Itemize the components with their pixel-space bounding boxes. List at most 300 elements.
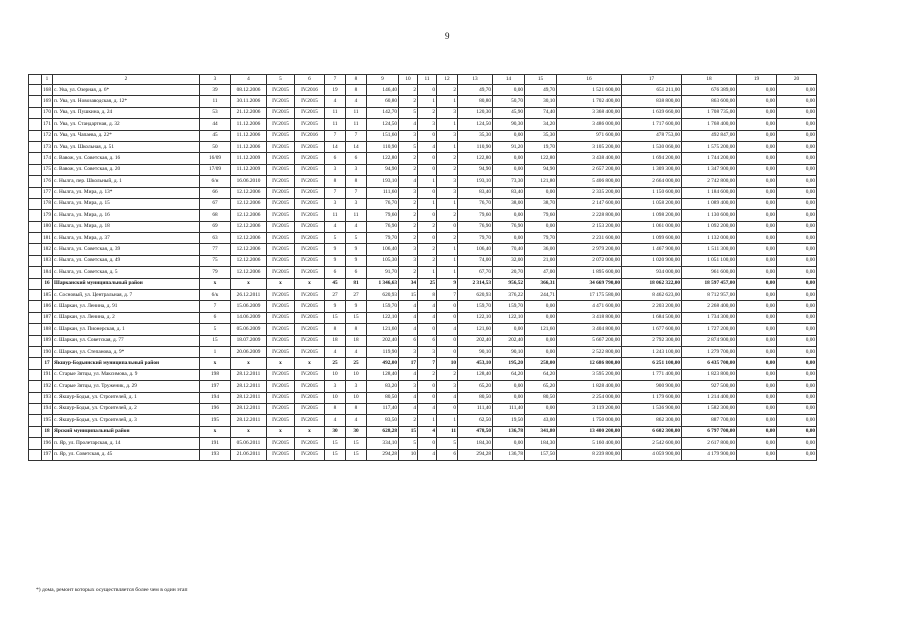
value-cell: IV.2015 — [295, 141, 325, 152]
value-cell: 10 — [325, 369, 346, 380]
value-cell: 0,00 — [525, 335, 557, 346]
value-cell: 10 — [325, 392, 346, 403]
value-cell: 2 — [437, 369, 458, 380]
value-cell: 0,00 — [737, 119, 777, 130]
value-cell: 0,00 — [777, 221, 817, 232]
value-cell: 122,80 — [458, 153, 493, 164]
value-cell: 4 059 900,00 — [622, 449, 682, 460]
value-cell: 1 — [437, 244, 458, 255]
value-cell: 0,00 — [737, 176, 777, 187]
value-cell: 67 — [200, 198, 231, 209]
value-cell: 0,00 — [737, 381, 777, 392]
value-cell: 184 — [42, 267, 53, 278]
value-cell: 77 — [200, 244, 231, 255]
value-cell: 90,10 — [493, 346, 525, 357]
value-cell: 1 058 200,00 — [622, 198, 682, 209]
value-cell: 3 368 400,00 — [557, 107, 622, 118]
value-cell: 202,40 — [493, 335, 525, 346]
value-cell: 9 — [437, 278, 458, 289]
value-cell: IV.2015 — [267, 119, 295, 130]
value-cell: 7 — [437, 290, 458, 301]
value-cell: 2 231 600,00 — [557, 233, 622, 244]
value-cell: 181 — [42, 233, 53, 244]
value-cell: 0,00 — [493, 164, 525, 175]
value-cell: IV.2015 — [295, 96, 325, 107]
value-cell: 2 657 200,00 — [557, 164, 622, 175]
value-cell: 0,00 — [777, 164, 817, 175]
value-cell: 76,90 — [493, 221, 525, 232]
value-cell: 3 404 800,00 — [557, 324, 622, 335]
value-cell: 10 — [399, 449, 418, 460]
value-cell: 16 — [42, 278, 53, 289]
value-cell: 168 — [42, 85, 53, 96]
value-cell: 0 — [437, 346, 458, 357]
footnote: *) дома, ремонт которых осуществляется более чем в один этап — [36, 587, 188, 593]
value-cell: 5 160 400,00 — [557, 438, 622, 449]
value-cell: х — [267, 278, 295, 289]
value-cell: 0,00 — [777, 107, 817, 118]
value-cell: 8 — [346, 176, 367, 187]
value-cell: IV.2015 — [295, 369, 325, 380]
value-cell: 25 — [325, 358, 346, 369]
district-row — [29, 358, 817, 369]
value-cell: IV.2015 — [295, 187, 325, 198]
value-cell: 1 020 900,00 — [622, 255, 682, 266]
value-cell: 0 — [418, 210, 437, 221]
value-cell: IV.2015 — [267, 381, 295, 392]
value-cell: 5 667 200,00 — [557, 335, 622, 346]
value-cell: 0,00 — [777, 290, 817, 301]
value-cell: 1 — [437, 96, 458, 107]
value-cell: 189 — [42, 335, 53, 346]
value-cell: 106,40 — [367, 244, 399, 255]
row-spacer — [29, 312, 42, 323]
value-cell: 1 346,63 — [367, 278, 399, 289]
value-cell: 900 900,00 — [622, 381, 682, 392]
value-cell: 79,70 — [367, 233, 399, 244]
address-cell: Якшур-Бодьинский муниципальный район — [53, 358, 200, 369]
value-cell: 1 092 200,00 — [682, 221, 737, 232]
value-cell: 15 — [346, 438, 367, 449]
value-cell: 9 — [346, 244, 367, 255]
value-cell: 1 530 060,00 — [622, 141, 682, 152]
value-cell: 184,30 — [525, 438, 557, 449]
value-cell: 80,50 — [367, 392, 399, 403]
value-cell: 195 — [42, 415, 53, 426]
value-cell: 15 — [200, 335, 231, 346]
row-spacer — [29, 130, 42, 141]
value-cell: 14 — [325, 141, 346, 152]
value-cell: 80,50 — [525, 392, 557, 403]
value-cell: 76,90 — [367, 221, 399, 232]
value-cell: 19,50 — [493, 415, 525, 426]
value-cell: 1 639 660,00 — [622, 107, 682, 118]
value-cell: IV.2015 — [295, 267, 325, 278]
value-cell: 8 462 623,00 — [622, 290, 682, 301]
value-cell: 0 — [418, 233, 437, 244]
value-cell: 2 617 800,00 — [682, 438, 737, 449]
address-cell: п. Ува, ул. Стандартная, д. 32 — [53, 119, 200, 130]
value-cell: 75 — [200, 255, 231, 266]
value-cell: 76,90 — [458, 221, 493, 232]
row-spacer — [29, 107, 42, 118]
value-cell: 6 — [325, 153, 346, 164]
value-cell: 6/н — [200, 176, 231, 187]
value-cell: IV.2015 — [267, 335, 295, 346]
value-cell: 6 — [437, 449, 458, 460]
value-cell: 1 828 400,00 — [557, 381, 622, 392]
header-cell: 7 — [325, 75, 346, 85]
address-cell: с. Нылга, ул. Мира, д. 15 — [53, 198, 200, 209]
value-cell: IV.2015 — [267, 301, 295, 312]
value-cell: 11.12.2009 — [231, 153, 267, 164]
value-cell: 0,00 — [737, 96, 777, 107]
table-body — [29, 75, 817, 461]
value-cell: 4 — [325, 221, 346, 232]
value-cell: 4 — [325, 415, 346, 426]
value-cell: 0,00 — [737, 107, 777, 118]
value-cell: 45,90 — [493, 107, 525, 118]
value-cell: 187 — [42, 312, 53, 323]
value-cell: 12.12.2006 — [231, 267, 267, 278]
value-cell: 1 750 000,00 — [557, 415, 622, 426]
table-row — [29, 438, 817, 449]
value-cell: 2 664 000,00 — [622, 176, 682, 187]
value-cell: 838 800,00 — [622, 96, 682, 107]
value-cell: 2 147 600,00 — [557, 198, 622, 209]
value-cell: 2 — [399, 221, 418, 232]
value-cell: 3 — [346, 381, 367, 392]
value-cell: 6 251 100,00 — [622, 358, 682, 369]
value-cell: 1 — [437, 198, 458, 209]
header-cell: 14 — [493, 75, 525, 85]
value-cell: 1 — [437, 255, 458, 266]
value-cell: 17 — [399, 358, 418, 369]
value-cell: 0,00 — [777, 403, 817, 414]
value-cell: 62,50 — [458, 415, 493, 426]
address-cell: с. Вавож, ул. Советская, д. 16 — [53, 153, 200, 164]
value-cell: 6 797 700,00 — [682, 426, 737, 437]
value-cell: 18.07.2009 — [231, 335, 267, 346]
value-cell: 65,20 — [458, 381, 493, 392]
value-cell: 0,00 — [737, 358, 777, 369]
value-cell: 179 — [42, 210, 53, 221]
value-cell: 05.06.2009 — [231, 324, 267, 335]
value-cell: 0,00 — [525, 187, 557, 198]
district-row — [29, 278, 817, 289]
value-cell: 927 500,00 — [682, 381, 737, 392]
value-cell: 2 — [437, 85, 458, 96]
value-cell: 0,00 — [777, 369, 817, 380]
header-cell: 5 — [267, 75, 295, 85]
value-cell: 0,00 — [737, 312, 777, 323]
value-cell: 1 243 100,00 — [622, 346, 682, 357]
value-cell: 1 184 600,00 — [682, 187, 737, 198]
value-cell: 2 335 200,00 — [557, 187, 622, 198]
value-cell: 11.12.2006 — [231, 119, 267, 130]
value-cell: 28.12.2011 — [231, 415, 267, 426]
value-cell: 193,10 — [458, 176, 493, 187]
address-cell: с. Шаркан, ул. Степанова, д. 9* — [53, 346, 200, 357]
value-cell: 0,00 — [525, 403, 557, 414]
address-cell: с. Якшур-Бодья, ул. Строителей, д. 1 — [53, 392, 200, 403]
value-cell: 0,00 — [737, 346, 777, 357]
value-cell: IV.2015 — [295, 198, 325, 209]
value-cell: 136,78 — [493, 426, 525, 437]
address-cell: с. Нылга, пер. Школьный, д. 1 — [53, 176, 200, 187]
value-cell: 0,00 — [777, 301, 817, 312]
value-cell: 2 — [399, 198, 418, 209]
value-cell: 91,70 — [367, 267, 399, 278]
table-header-row — [29, 75, 817, 85]
value-cell: 121,60 — [458, 324, 493, 335]
value-cell: 1 — [418, 96, 437, 107]
value-cell: 620,93 — [458, 290, 493, 301]
value-cell: 11 — [325, 119, 346, 130]
value-cell: 0,00 — [777, 381, 817, 392]
value-cell: 7 — [346, 187, 367, 198]
value-cell: 83,40 — [458, 187, 493, 198]
address-cell: с. Шаркан, ул. Пионерская, д. 1 — [53, 324, 200, 335]
value-cell: 0,00 — [737, 210, 777, 221]
value-cell: 14.06.2009 — [231, 312, 267, 323]
value-cell: 4 — [437, 392, 458, 403]
value-cell: 1 768 400,00 — [682, 119, 737, 130]
value-cell: IV.2015 — [267, 346, 295, 357]
value-cell: х — [200, 426, 231, 437]
value-cell: 2 — [418, 369, 437, 380]
value-cell: 17/09 — [200, 164, 231, 175]
value-cell: 49,70 — [525, 85, 557, 96]
value-cell: 294,28 — [458, 449, 493, 460]
value-cell: 91,20 — [493, 141, 525, 152]
row-spacer — [29, 233, 42, 244]
value-cell: 2 — [418, 255, 437, 266]
value-cell: 18 — [42, 426, 53, 437]
value-cell: 4 — [346, 221, 367, 232]
row-spacer — [29, 210, 42, 221]
value-cell: 0,00 — [777, 244, 817, 255]
address-cell: с. Якшур-Бодья, ул. Строителей, д. 3 — [53, 415, 200, 426]
value-cell: 3 — [437, 187, 458, 198]
value-cell: 191 — [200, 438, 231, 449]
value-cell: 0,00 — [777, 438, 817, 449]
value-cell: 83,20 — [367, 381, 399, 392]
value-cell: 20.06.2009 — [231, 346, 267, 357]
value-cell: IV.2015 — [267, 153, 295, 164]
value-cell: 12.12.2006 — [231, 210, 267, 221]
value-cell: 191 — [42, 369, 53, 380]
value-cell: 2 792 300,00 — [622, 335, 682, 346]
value-cell: 5 — [437, 438, 458, 449]
value-cell: 4 — [346, 415, 367, 426]
value-cell: 12.12.2006 — [231, 244, 267, 255]
value-cell: IV.2015 — [267, 255, 295, 266]
value-cell: 30.11.2006 — [231, 96, 267, 107]
value-cell: 2 — [399, 415, 418, 426]
value-cell: 30 — [346, 426, 367, 437]
row-spacer — [29, 153, 42, 164]
table-row — [29, 415, 817, 426]
value-cell: 12.12.2006 — [231, 198, 267, 209]
value-cell: х — [200, 278, 231, 289]
table-row — [29, 141, 817, 152]
value-cell: 3 — [437, 107, 458, 118]
value-cell: 2 — [399, 153, 418, 164]
value-cell: 0,00 — [737, 255, 777, 266]
value-cell: 172 — [42, 130, 53, 141]
value-cell: 49,70 — [458, 85, 493, 96]
value-cell: 110,90 — [458, 141, 493, 152]
value-cell: 4 — [399, 403, 418, 414]
value-cell: 0,00 — [777, 130, 817, 141]
value-cell: IV.2015 — [295, 312, 325, 323]
address-cell: п. Ува, ул. Чапаева, д. 22* — [53, 130, 200, 141]
value-cell: 0,00 — [737, 290, 777, 301]
value-cell: 0,00 — [777, 278, 817, 289]
value-cell: 157,50 — [525, 449, 557, 460]
value-cell: 0,00 — [777, 324, 817, 335]
value-cell: 0,00 — [737, 449, 777, 460]
table-row — [29, 210, 817, 221]
value-cell: 1 098 200,00 — [622, 210, 682, 221]
value-cell: х — [231, 358, 267, 369]
table-row — [29, 164, 817, 175]
value-cell: 0,00 — [737, 369, 777, 380]
address-cell: с. Шаркан, ул. Советская, д. 77 — [53, 335, 200, 346]
address-cell: с. Якшур-Бодья, ул. Строителей, д. 2 — [53, 403, 200, 414]
value-cell: 334,10 — [367, 438, 399, 449]
value-cell: 11 — [346, 210, 367, 221]
value-cell: 176 — [42, 176, 53, 187]
value-cell: 1 511 300,00 — [682, 244, 737, 255]
address-cell: с. Старые Зятцы, ул. Максимова, д. 9 — [53, 369, 200, 380]
value-cell: 620,93 — [367, 290, 399, 301]
value-cell: IV.2015 — [295, 107, 325, 118]
address-cell: Шарканский муниципальный район — [53, 278, 200, 289]
value-cell: 0 — [437, 312, 458, 323]
value-cell: 9 — [346, 255, 367, 266]
value-cell: 2 — [399, 267, 418, 278]
value-cell: 7 — [200, 301, 231, 312]
value-cell: 21,00 — [525, 255, 557, 266]
value-cell: 90,10 — [458, 346, 493, 357]
value-cell: 2 203 200,00 — [622, 301, 682, 312]
value-cell: 1 684 500,00 — [622, 312, 682, 323]
value-cell: 122,10 — [458, 312, 493, 323]
value-cell: 80,50 — [458, 392, 493, 403]
value-cell: IV.2015 — [267, 290, 295, 301]
address-cell: с. Нылга, ул. Мира, д. 37 — [53, 233, 200, 244]
value-cell: 193 — [200, 449, 231, 460]
row-spacer — [29, 358, 42, 369]
value-cell: 196 — [42, 438, 53, 449]
value-cell: 2 268 400,00 — [682, 301, 737, 312]
value-cell: 67,70 — [458, 267, 493, 278]
value-cell: 4 — [325, 346, 346, 357]
value-cell: IV.2015 — [267, 221, 295, 232]
value-cell: 1 717 600,00 — [622, 119, 682, 130]
value-cell: 193,10 — [367, 176, 399, 187]
value-cell: 8 712 957,00 — [682, 290, 737, 301]
value-cell: 175 — [42, 164, 53, 175]
header-cell: 3 — [200, 75, 231, 85]
value-cell: 50 — [200, 141, 231, 152]
value-cell: 0,00 — [493, 153, 525, 164]
value-cell: 11.12.2006 — [231, 130, 267, 141]
value-cell: IV.2015 — [295, 119, 325, 130]
value-cell: 0,00 — [777, 392, 817, 403]
value-cell: х — [231, 426, 267, 437]
value-cell: х — [200, 358, 231, 369]
value-cell: 69 — [200, 221, 231, 232]
value-cell: IV.2015 — [295, 438, 325, 449]
value-cell: IV.2015 — [295, 335, 325, 346]
value-cell: 7 — [418, 358, 437, 369]
value-cell: 74,00 — [458, 255, 493, 266]
value-cell: 1 — [437, 267, 458, 278]
row-spacer — [29, 96, 42, 107]
value-cell: IV.2015 — [267, 312, 295, 323]
value-cell: 6 — [418, 335, 437, 346]
value-cell: 142,70 — [367, 107, 399, 118]
value-cell: 2 979 200,00 — [557, 244, 622, 255]
value-cell: 7 — [346, 130, 367, 141]
value-cell: 2 — [437, 153, 458, 164]
value-cell: 151,60 — [367, 130, 399, 141]
value-cell: 0,00 — [777, 176, 817, 187]
value-cell: 25 — [346, 358, 367, 369]
value-cell: IV.2015 — [267, 85, 295, 96]
value-cell: 18 062 322,00 — [622, 278, 682, 289]
value-cell: 64,20 — [525, 369, 557, 380]
value-cell: 17 175 580,00 — [557, 290, 622, 301]
value-cell: 1 061 000,00 — [622, 221, 682, 232]
table-row — [29, 369, 817, 380]
address-cell: с. Шаркан, ул. Ленина, д. 91 — [53, 301, 200, 312]
header-cell: 1 — [42, 75, 53, 85]
value-cell: 1 — [418, 415, 437, 426]
value-cell: 4 — [399, 301, 418, 312]
value-cell: 3 — [437, 176, 458, 187]
row-spacer — [29, 244, 42, 255]
table-row — [29, 233, 817, 244]
value-cell: х — [267, 426, 295, 437]
value-cell: 0,00 — [493, 324, 525, 335]
value-cell: 3 — [346, 164, 367, 175]
value-cell: х — [295, 426, 325, 437]
value-cell: IV.2015 — [295, 381, 325, 392]
value-cell: 8 — [346, 324, 367, 335]
value-cell: 159,70 — [367, 301, 399, 312]
value-cell: 4 — [418, 426, 437, 437]
value-cell: 2 254 000,00 — [557, 392, 622, 403]
value-cell: 32,00 — [493, 255, 525, 266]
row-spacer — [29, 164, 42, 175]
value-cell: 76,70 — [458, 198, 493, 209]
value-cell: IV.2015 — [295, 403, 325, 414]
value-cell: 1 895 600,00 — [557, 267, 622, 278]
table-row — [29, 153, 817, 164]
value-cell: 862 300,00 — [622, 415, 682, 426]
value-cell: 5 — [346, 233, 367, 244]
value-cell: 1 099 600,00 — [622, 233, 682, 244]
value-cell: 12 686 800,00 — [557, 358, 622, 369]
value-cell: 6 — [200, 312, 231, 323]
value-cell: IV.2015 — [267, 198, 295, 209]
value-cell: 2 742 800,00 — [682, 176, 737, 187]
value-cell: 0,00 — [525, 346, 557, 357]
